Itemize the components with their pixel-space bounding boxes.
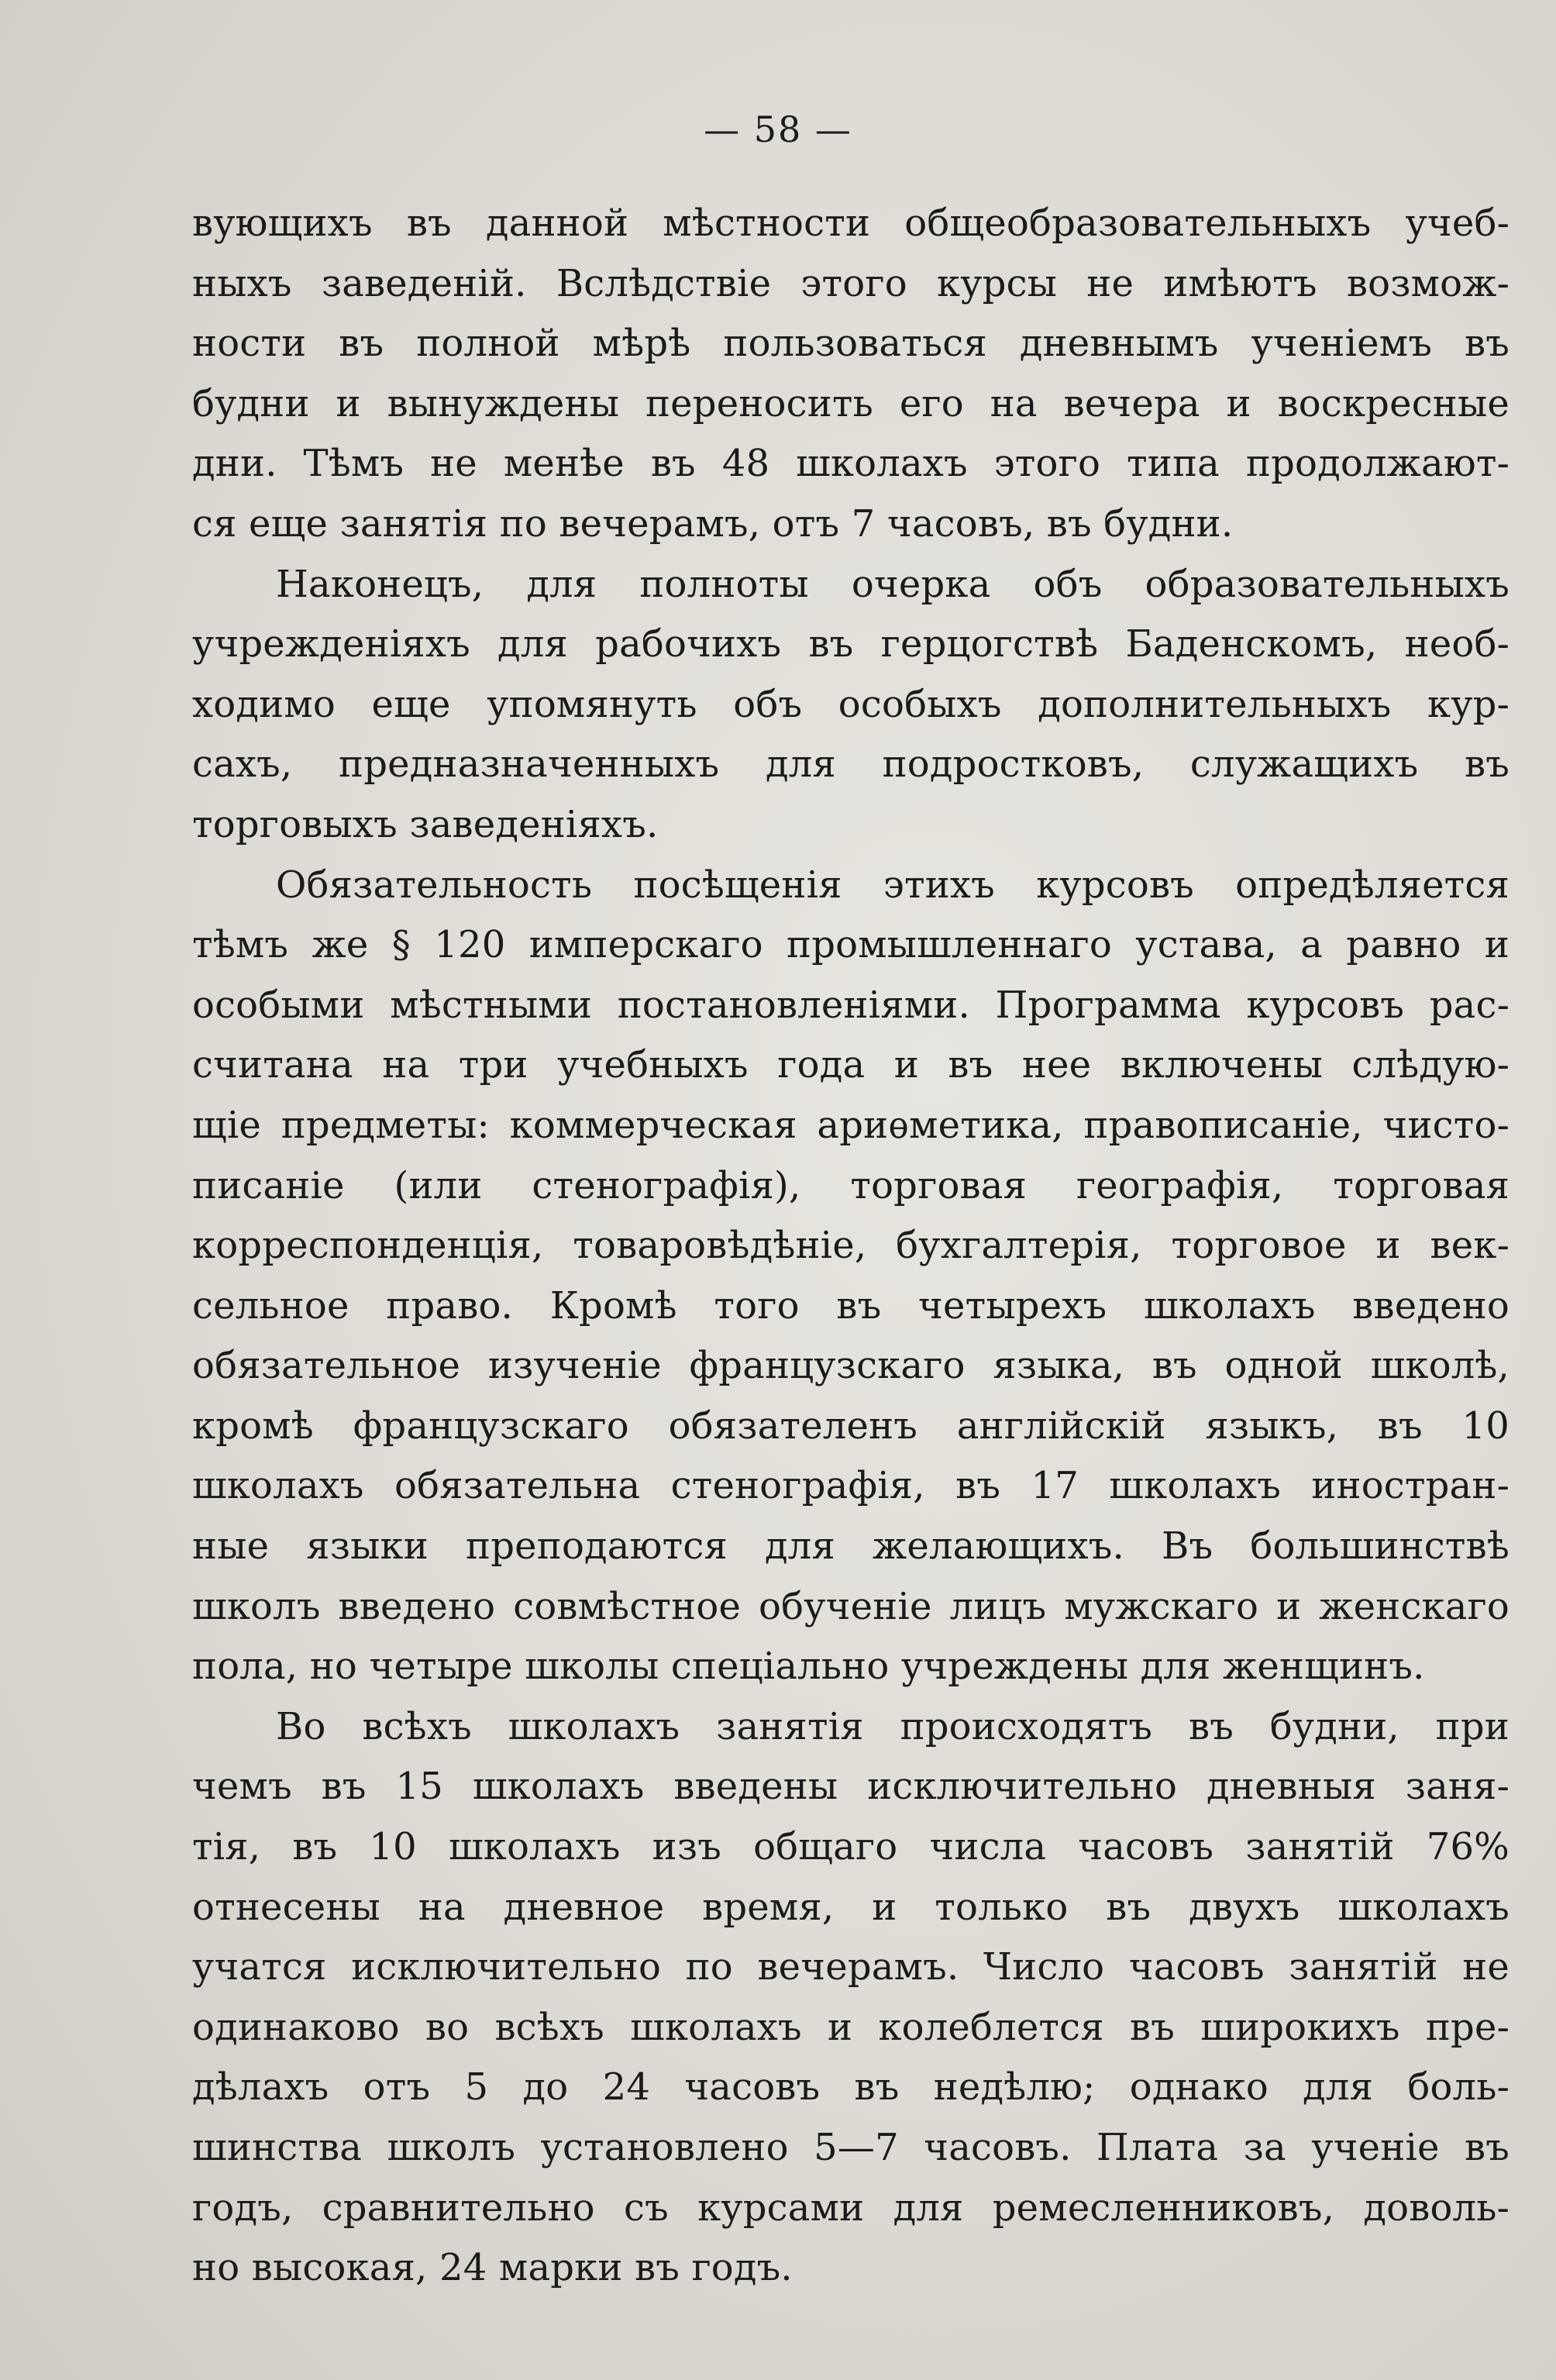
text-line: пола, но четыре школы спеціально учреждены для женщинъ.	[192, 1645, 1425, 1689]
text-line: вующихъ въ данной мѣстности общеобразовательныхъ учеб-	[192, 201, 1510, 245]
body-text	[192, 194, 1510, 2299]
text-line: ности въ полной мѣрѣ пользоваться дневнымъ ученіемъ въ	[192, 322, 1510, 366]
text-line: сельное право. Кромѣ того въ четырехъ школахъ введено	[192, 1283, 1510, 1328]
text-line: особыми мѣстными постановленіями. Программа курсовъ рас-	[192, 983, 1510, 1027]
text-line: тѣмъ же § 120 имперскаго промышленнаго устава, а равно и	[192, 923, 1510, 967]
page-number: — 58 —	[704, 108, 852, 150]
text-line: щіе предметы: коммерческая ариѳметика, правописаніе, чисто-	[192, 1103, 1510, 1147]
text-line: Во всѣхъ школахъ занятія происходятъ въ будни, при	[276, 1704, 1510, 1748]
text-line: но высокая, 24 марки въ годъ.	[192, 2246, 793, 2290]
text-line: шинства школъ установлено 5—7 часовъ. Плата за ученіе въ	[192, 2126, 1510, 2169]
text-line: чемъ въ 15 школахъ введены исключительно дневныя заня-	[192, 1765, 1510, 1809]
text-line: дѣлахъ отъ 5 до 24 часовъ въ недѣлю; однако для боль-	[192, 2065, 1510, 2110]
text-line: школъ введено совмѣстное обученіе лицъ мужскаго и женскаго	[192, 1584, 1510, 1628]
text-line: ся еще занятія по вечерамъ, отъ 7 часовъ, въ будни.	[192, 501, 1234, 546]
text-line: школахъ обязательна стенографія, въ 17 школахъ иностран-	[192, 1464, 1510, 1508]
text-line: писаніе (или стенографія), торговая географія, торговая	[192, 1163, 1510, 1207]
text-line: торговыхъ заведеніяхъ.	[192, 802, 659, 846]
text-line: одинаково во всѣхъ школахъ и колеблется въ широкихъ пре-	[192, 2005, 1510, 2049]
text-line: ходимо еще упомянуть объ особыхъ дополнительныхъ кур-	[192, 682, 1510, 726]
text-line: кромѣ французскаго обязателенъ англійскій языкъ, въ 10	[192, 1404, 1510, 1448]
text-line: ные языки преподаются для желающихъ. Въ большинствѣ	[192, 1524, 1510, 1569]
text-line: Обязательность посѣщенія этихъ курсовъ опредѣляется	[276, 863, 1510, 907]
text-line: ныхъ заведеній. Вслѣдствіе этого курсы не имѣютъ возмож-	[192, 261, 1510, 305]
text-line: считана на три учебныхъ года и въ нее включены слѣдую-	[192, 1043, 1510, 1087]
text-line: корреспонденція, товаровѣдѣніе, бухгалтерія, торговое и век-	[192, 1224, 1510, 1268]
text-line: учрежденіяхъ для рабочихъ въ герцогствѣ Баденскомъ, необ-	[192, 622, 1510, 666]
text-line: сахъ, предназначенныхъ для подростковъ, служащихъ въ	[192, 742, 1510, 787]
text-line: Наконецъ, для полноты очерка объ образовательныхъ	[276, 562, 1510, 606]
text-line: тія, въ 10 школахъ изъ общаго числа часовъ занятій 76%	[192, 1825, 1510, 1869]
text-line: учатся исключительно по вечерамъ. Число часовъ занятій не	[192, 1945, 1510, 1989]
text-line: обязательное изученіе французскаго языка, въ одной школѣ,	[192, 1344, 1510, 1388]
text-line: дни. Тѣмъ не менѣе въ 48 школахъ этого типа продолжают-	[192, 442, 1510, 486]
text-line: отнесены на дневное время, и только въ двухъ школахъ	[192, 1885, 1510, 1929]
text-line: будни и вынуждены переносить его на вечера и воскресные	[192, 381, 1510, 425]
text-line: годъ, сравнительно съ курсами для ремесленниковъ, доволь-	[192, 2185, 1510, 2230]
